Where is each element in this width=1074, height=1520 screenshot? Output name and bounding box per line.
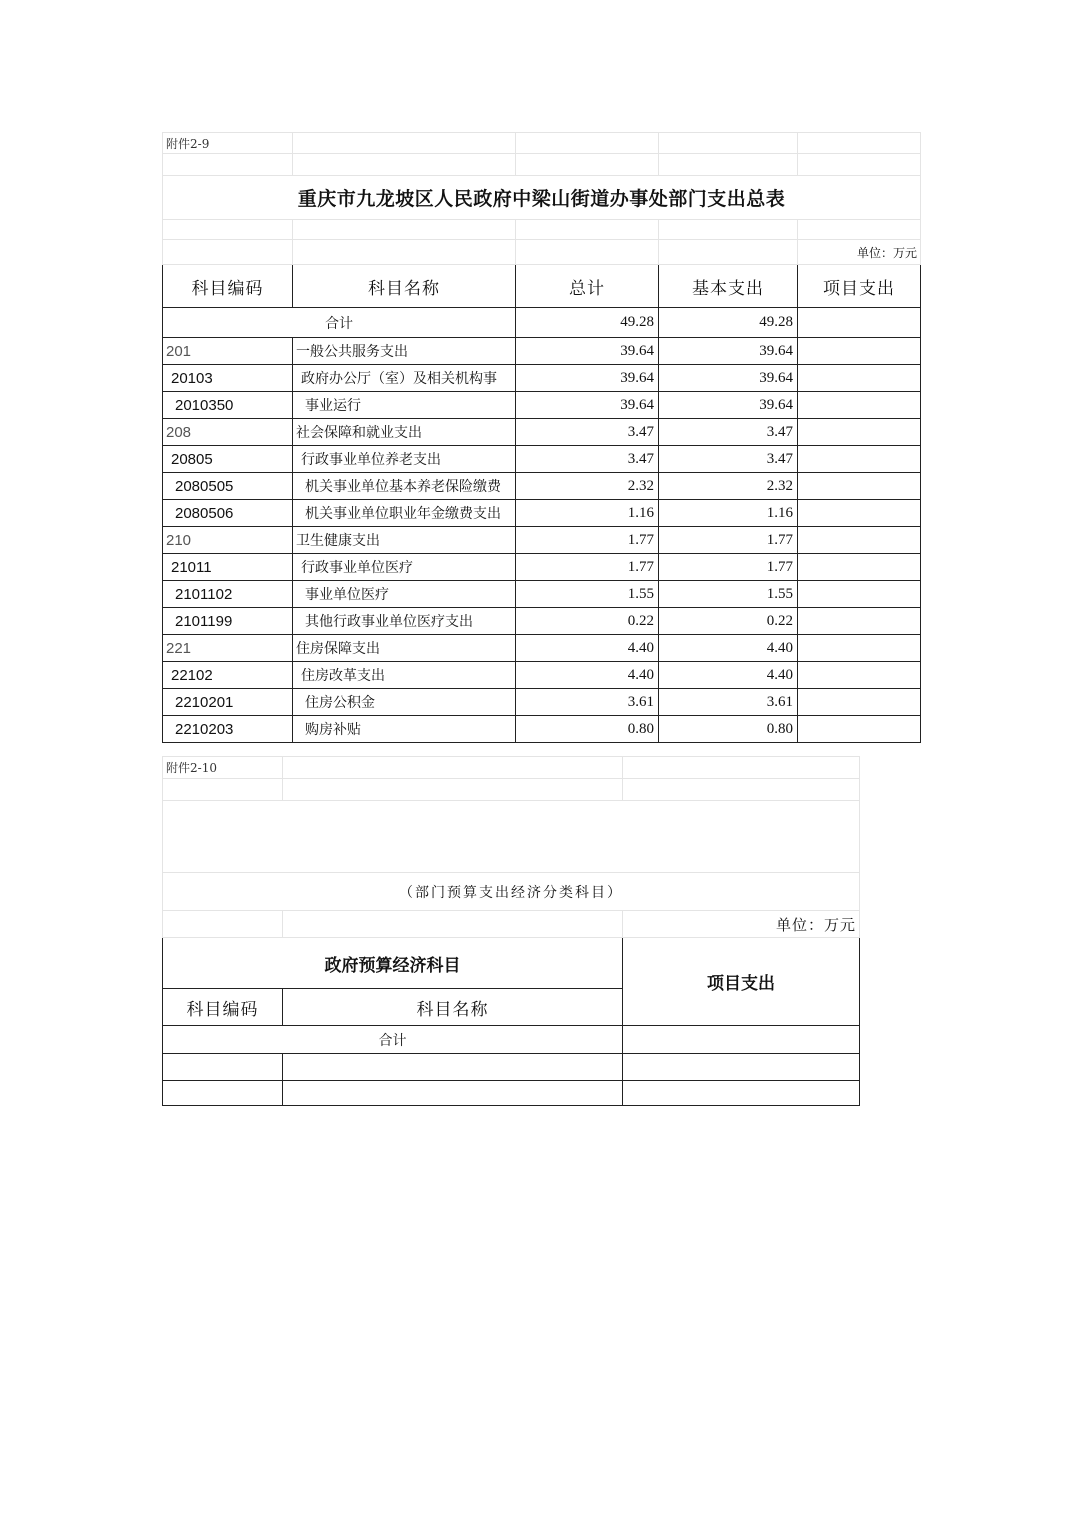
- page-title: 重庆市九龙坡区人民政府中梁山街道办事处部门支出总表: [163, 176, 921, 220]
- row-basic: 3.47: [659, 419, 798, 446]
- header-code: 科目编码: [163, 265, 293, 308]
- header-name-2: 科目名称: [283, 989, 623, 1026]
- table-row: [163, 1054, 860, 1081]
- row-basic: 1.55: [659, 581, 798, 608]
- row-project: [798, 662, 921, 689]
- row-total: 1.16: [516, 500, 659, 527]
- table-row: [163, 662, 921, 689]
- row-code: 201: [163, 338, 293, 365]
- subtitle: （部门预算支出经济分类科目）: [163, 873, 860, 911]
- table-row: [163, 608, 921, 635]
- row-code: 21011: [163, 554, 293, 581]
- row-project: [798, 689, 921, 716]
- table-row: [163, 473, 921, 500]
- row-name: 购房补贴: [293, 716, 516, 743]
- row-name: 行政事业单位养老支出: [293, 446, 516, 473]
- row-basic: 2.32: [659, 473, 798, 500]
- row-basic: 4.40: [659, 635, 798, 662]
- row-name: 机关事业单位职业年金缴费支出: [293, 500, 516, 527]
- row-project: [798, 635, 921, 662]
- row-project: [798, 419, 921, 446]
- row-total: 1.77: [516, 554, 659, 581]
- row-total: 1.55: [516, 581, 659, 608]
- row-name: 住房保障支出: [293, 635, 516, 662]
- row-total: 39.64: [516, 365, 659, 392]
- economic-classification-table: [162, 756, 860, 1106]
- row-basic: 0.22: [659, 608, 798, 635]
- table-row: [163, 689, 921, 716]
- row-project: [798, 527, 921, 554]
- row-name: 机关事业单位基本养老保险缴费: [293, 473, 516, 500]
- row-name: 一般公共服务支出: [293, 338, 516, 365]
- total-label-2: 合计: [163, 1026, 623, 1054]
- header-code-2: 科目编码: [163, 989, 283, 1026]
- table-row: [163, 338, 921, 365]
- unit-label-2: 单位：万元: [623, 911, 860, 938]
- expenditure-summary-table: [162, 132, 921, 743]
- row-basic: 1.77: [659, 554, 798, 581]
- row-total: 3.61: [516, 689, 659, 716]
- row-code: 208: [163, 419, 293, 446]
- table-row: [163, 392, 921, 419]
- header-row: [163, 265, 921, 308]
- row-name: 住房公积金: [293, 689, 516, 716]
- row-code: 210: [163, 527, 293, 554]
- project-header: 项目支出: [623, 938, 860, 1026]
- attachment-label-2: 附件2-10: [163, 757, 283, 779]
- row-total: 1.77: [516, 527, 659, 554]
- row-basic: 3.61: [659, 689, 798, 716]
- row-code: 20805: [163, 446, 293, 473]
- row-name: 社会保障和就业支出: [293, 419, 516, 446]
- row-code: 2080506: [163, 500, 293, 527]
- row-code: 2010350: [163, 392, 293, 419]
- row-name: 事业运行: [293, 392, 516, 419]
- row-project: [798, 581, 921, 608]
- row-code: 2210201: [163, 689, 293, 716]
- row-basic: 3.47: [659, 446, 798, 473]
- row-total: 4.40: [516, 662, 659, 689]
- row-project: [798, 446, 921, 473]
- row-name: 事业单位医疗: [293, 581, 516, 608]
- total-sum: 49.28: [516, 308, 659, 338]
- row-project: [798, 392, 921, 419]
- row-project: [798, 608, 921, 635]
- table-row: [163, 581, 921, 608]
- table-row: [163, 365, 921, 392]
- total-label: 合计: [163, 308, 516, 338]
- attachment-label: 附件2-9: [163, 133, 293, 154]
- row-basic: 39.64: [659, 365, 798, 392]
- row-basic: 39.64: [659, 392, 798, 419]
- row-total: 39.64: [516, 338, 659, 365]
- row-name: 政府办公厅（室）及相关机构事: [293, 365, 516, 392]
- row-project: [798, 716, 921, 743]
- table-row: [163, 419, 921, 446]
- table-row: [163, 527, 921, 554]
- row-basic: 0.80: [659, 716, 798, 743]
- row-code: 2101199: [163, 608, 293, 635]
- table-row: [163, 500, 921, 527]
- unit-label: 单位：万元: [798, 240, 921, 265]
- row-name: 住房改革支出: [293, 662, 516, 689]
- row-code: 22102: [163, 662, 293, 689]
- table-row: [163, 446, 921, 473]
- row-project: [798, 338, 921, 365]
- row-code: 2101102: [163, 581, 293, 608]
- row-name: 行政事业单位医疗: [293, 554, 516, 581]
- row-total: 3.47: [516, 446, 659, 473]
- header-project: 项目支出: [798, 265, 921, 308]
- row-basic: 1.16: [659, 500, 798, 527]
- table-row: [163, 635, 921, 662]
- row-name: 其他行政事业单位医疗支出: [293, 608, 516, 635]
- row-code: 221: [163, 635, 293, 662]
- row-basic: 1.77: [659, 527, 798, 554]
- row-total: 0.22: [516, 608, 659, 635]
- table-row: [163, 1081, 860, 1106]
- row-total: 2.32: [516, 473, 659, 500]
- total-row: [163, 308, 921, 338]
- total-project: [798, 308, 921, 338]
- header-name: 科目名称: [293, 265, 516, 308]
- table-row: [163, 716, 921, 743]
- total-row-2: [163, 1026, 860, 1054]
- row-basic: 4.40: [659, 662, 798, 689]
- row-total: 3.47: [516, 419, 659, 446]
- header-total: 总计: [516, 265, 659, 308]
- total-basic: 49.28: [659, 308, 798, 338]
- row-total: 39.64: [516, 392, 659, 419]
- row-code: 20103: [163, 365, 293, 392]
- row-name: 卫生健康支出: [293, 527, 516, 554]
- row-code: 2080505: [163, 473, 293, 500]
- row-project: [798, 365, 921, 392]
- group-header: 政府预算经济科目: [163, 938, 623, 989]
- row-project: [798, 554, 921, 581]
- row-total: 0.80: [516, 716, 659, 743]
- row-code: 2210203: [163, 716, 293, 743]
- header-basic: 基本支出: [659, 265, 798, 308]
- row-project: [798, 500, 921, 527]
- row-total: 4.40: [516, 635, 659, 662]
- table-row: [163, 554, 921, 581]
- row-project: [798, 473, 921, 500]
- row-basic: 39.64: [659, 338, 798, 365]
